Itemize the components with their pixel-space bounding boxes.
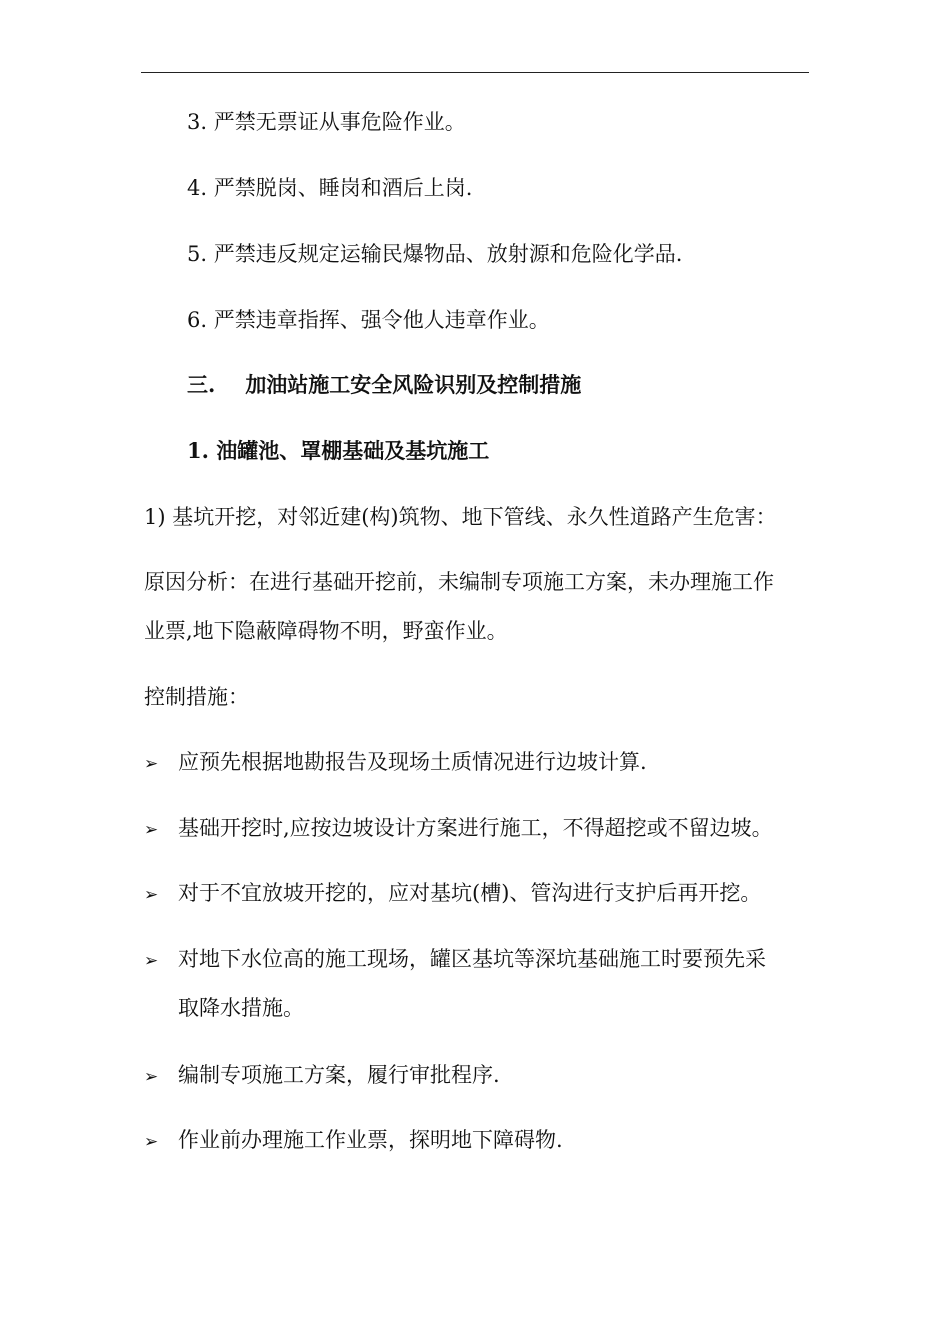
subsection-heading: 1. 油罐池、罩棚基础及基坑施工 <box>187 438 490 463</box>
item-1-hazard: 1) 基坑开挖，对邻近建(构)筑物、地下管线、永久性道路产生危害： <box>144 505 777 529</box>
bullet-text: 基础开挖时,应按边坡设计方案进行施工，不得超挖或不留边坡。 <box>178 816 773 840</box>
numbered-item-4: 4. 严禁脱岗、睡岗和酒后上岗. <box>187 176 473 200</box>
bullet-continuation: 取降水措施。 <box>178 996 304 1020</box>
arrow-bullet-icon: ➢ <box>144 885 159 905</box>
cause-analysis-line-1: 原因分析：在进行基础开挖前，未编制专项施工方案，未办理施工作 <box>144 570 774 594</box>
bullet-item <box>144 814 773 844</box>
bullet-item <box>144 1061 500 1091</box>
bullet-text: 对地下水位高的施工现场，罐区基坑等深坑基础施工时要预先采 <box>178 947 766 971</box>
arrow-bullet-icon: ➢ <box>144 754 159 774</box>
bullet-item <box>144 748 647 778</box>
section-number: 三. <box>187 372 216 397</box>
section-title: 加油站施工安全风险识别及控制措施 <box>245 372 582 397</box>
bullet-item <box>144 879 761 909</box>
bullet-text: 应预先根据地勘报告及现场土质情况进行边坡计算. <box>178 750 647 774</box>
bullet-item <box>144 945 766 975</box>
bullet-text: 作业前办理施工作业票，探明地下障碍物. <box>178 1128 563 1152</box>
arrow-bullet-icon: ➢ <box>144 1132 159 1152</box>
arrow-bullet-icon: ➢ <box>144 1067 159 1087</box>
bullet-item <box>144 1126 563 1156</box>
numbered-item-6: 6. 严禁违章指挥、强令他人违章作业。 <box>187 308 550 332</box>
arrow-bullet-icon: ➢ <box>144 951 159 971</box>
bullet-text: 编制专项施工方案，履行审批程序. <box>178 1063 500 1087</box>
numbered-item-3: 3. 严禁无票证从事危险作业。 <box>187 110 466 134</box>
section-heading <box>187 371 581 399</box>
numbered-item-5: 5. 严禁违反规定运输民爆物品、放射源和危险化学品. <box>187 242 683 266</box>
control-measures-label: 控制措施： <box>144 685 249 709</box>
header-rule <box>141 72 809 73</box>
cause-analysis-line-2: 业票,地下隐蔽障碍物不明，野蛮作业。 <box>144 619 508 643</box>
bullet-text: 对于不宜放坡开挖的，应对基坑(槽)、管沟进行支护后再开挖。 <box>178 881 762 905</box>
arrow-bullet-icon: ➢ <box>144 820 159 840</box>
